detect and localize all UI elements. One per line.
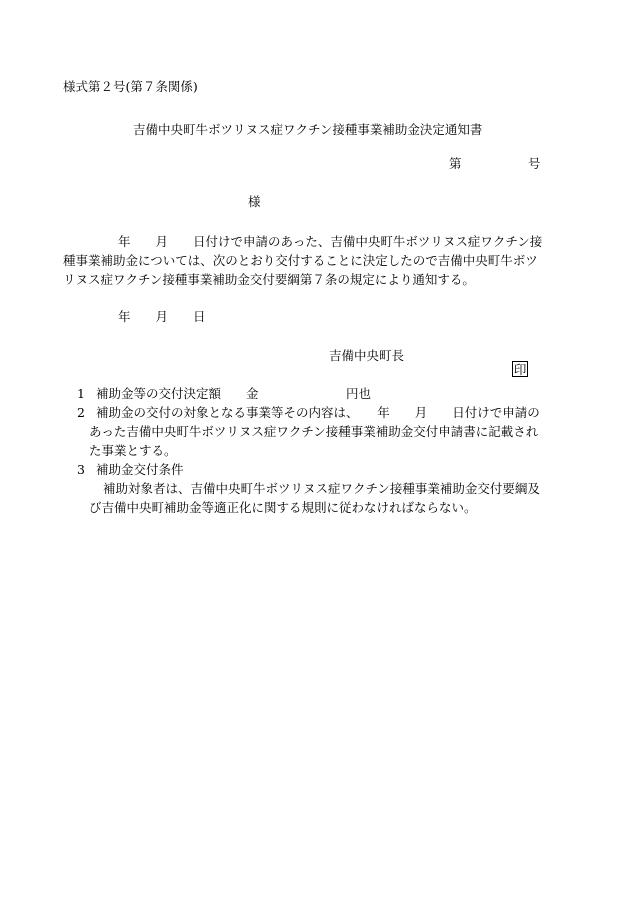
item-2-number: 2 (77, 405, 85, 420)
body-line-1: 年 月 日付けで申請のあった、吉備中央町牛ボツリヌス症ワクチン接 (118, 234, 543, 249)
item-3-heading: 補助金交付条件 (96, 462, 184, 477)
item-3-line-2: び吉備中央町補助金等適正化に関する規則に従わなければならない。 (89, 500, 477, 515)
document-number-prefix: 第 (449, 156, 462, 171)
item-2-line-1: 補助金の交付の対象となる事業等その内容は、 年 月 日付けで申請の (96, 405, 540, 420)
item-3-line-1: 補助対象者は、吉備中央町牛ボツリヌス症ワクチン接種事業補助金交付要綱及 (103, 481, 540, 496)
item-3-number: 3 (77, 462, 85, 477)
date-line: 年 月 日 (118, 309, 206, 324)
body-line-3: リヌス症ワクチン接種事業補助金交付要綱第７条の規定により通知する。 (63, 272, 475, 287)
document-title: 吉備中央町牛ボツリヌス症ワクチン接種事業補助金決定通知書 (133, 122, 483, 137)
recipient-suffix: 様 (248, 194, 261, 209)
item-1-number: 1 (77, 386, 85, 401)
body-line-2: 種事業補助金については、次のとおり交付することに決定したので吉備中央町牛ボツ (63, 253, 538, 268)
item-2-line-3: た事業とする。 (89, 443, 177, 458)
item-2-line-2: あった吉備中央町牛ボツリヌス症ワクチン接種事業補助金交付申請書に記載され (89, 424, 539, 439)
issuer-name: 吉備中央町長 (329, 348, 405, 363)
form-label: 様式第２号(第７条関係) (63, 79, 198, 94)
seal-box: 印 (513, 361, 527, 377)
document-number-suffix: 号 (528, 156, 541, 171)
seal-mark (496, 348, 528, 390)
item-1-text: 補助金等の交付決定額 金 円也 (96, 386, 372, 401)
